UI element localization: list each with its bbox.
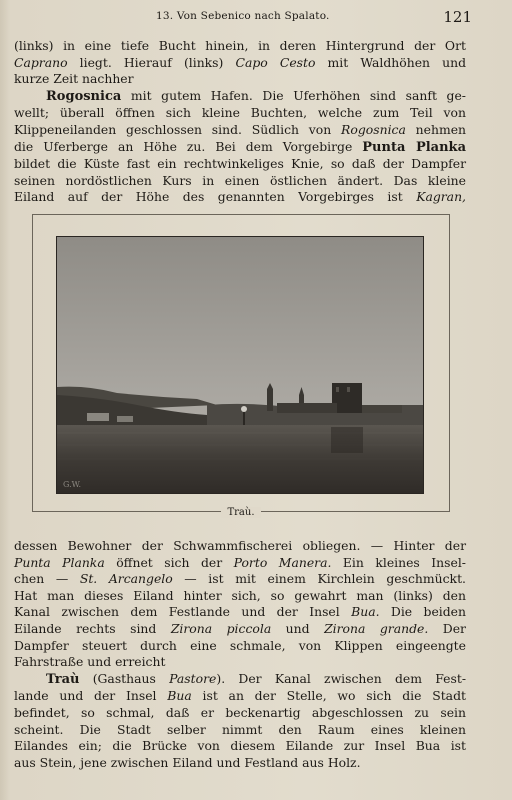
text-line xyxy=(14,88,466,106)
place-name: Pastore xyxy=(169,670,217,686)
text-line xyxy=(14,604,466,621)
text-run: Eiland auf der Höhe des genannten Vorgebirges ist xyxy=(14,189,417,205)
text-line xyxy=(14,139,466,157)
text-run: mit gutem Hafen. Die Uferhöhen sind sanft ge- xyxy=(121,87,466,103)
place-name: Bua xyxy=(167,688,192,704)
place-name: St. Arcangelo xyxy=(79,571,173,587)
page-number: 121 xyxy=(443,8,472,26)
photo-trau xyxy=(56,236,424,494)
text-line xyxy=(14,555,466,572)
text-run: die Uferberge an Höhe zu. Bei dem Vorgebirge xyxy=(14,138,363,154)
text-line xyxy=(14,688,466,705)
text-run: chen — xyxy=(14,571,80,587)
text-line xyxy=(14,621,466,638)
text-line: befindet, so schmal, daß er beckenartig abgeschlossen zu sein xyxy=(14,704,466,720)
text-line: kurze Zeit nachher xyxy=(14,71,134,87)
place-name: Zirona grande. xyxy=(324,620,429,636)
text-run: Eilande rechts sind xyxy=(14,620,171,636)
harbor-illustration xyxy=(57,237,424,494)
text-line xyxy=(14,55,466,72)
text-run: (Gasthaus xyxy=(79,670,170,686)
place-heading: Rogosnica xyxy=(46,88,122,104)
place-name: Punta Planka xyxy=(14,554,105,570)
text-line: wellt; überall öffnen sich kleine Buchten, welche zum Teil von xyxy=(14,105,466,121)
text-run: Ein kleines Insel- xyxy=(331,554,466,570)
text-block-top xyxy=(14,38,466,206)
place-name: Porto Manera. xyxy=(233,554,332,570)
text-run: öffnet sich der xyxy=(104,554,234,570)
engraver-signature: G.W. xyxy=(63,480,82,489)
text-run: liegt. Hierauf (links) xyxy=(67,54,236,70)
text-line xyxy=(14,189,466,206)
text-line xyxy=(14,122,466,139)
chapter-title: 13. Von Sebenico nach Spalato. xyxy=(156,10,330,22)
running-header xyxy=(28,8,472,24)
text-run: Kanal zwischen dem Festlande und der Insel xyxy=(14,604,352,620)
text-run: — ist mit einem Kirchlein geschmückt. xyxy=(172,571,466,587)
text-line: Hat man dieses Eiland hinter sich, so gewahrt man (links) den xyxy=(14,587,466,603)
text-line: scheint. Die Stadt selber nimmt den Raum eines kleinen xyxy=(14,721,466,737)
text-line: Eilandes ein; die Brücke von diesem Eilande zur Insel Bua ist xyxy=(14,738,466,754)
place-name: Capo Cesto xyxy=(235,54,316,70)
text-line: dessen Bewohner der Schwammfischerei obliegen. — Hinter der xyxy=(14,538,466,553)
place-name: Caprano xyxy=(14,54,68,70)
text-line: bildet die Küste fast ein rechtwinkeliges Knie, so daß der Dampfer xyxy=(14,156,466,172)
text-line: Dampfer steuert durch eine schmale, von Klippen eingeengte xyxy=(14,637,466,653)
text-run: nehmen xyxy=(405,121,467,137)
text-run: ). Der Kanal zwischen dem Fest- xyxy=(216,670,467,686)
place-name: Zirona piccola xyxy=(170,620,272,636)
text-run: Die beiden xyxy=(379,604,466,620)
place-name: Kagran, xyxy=(416,189,466,205)
place-heading: Punta Planka xyxy=(362,139,466,155)
figure-caption xyxy=(32,507,450,518)
text-run: Klippeneilanden geschlossen sind. Südlich von xyxy=(14,121,342,137)
text-run: ist an der Stelle, wo sich die Stadt xyxy=(191,688,466,704)
text-block-bottom xyxy=(14,538,466,771)
text-line: (links) in eine tiefe Bucht hinein, in deren Hintergrund der Ort xyxy=(14,38,466,53)
place-heading: Traù xyxy=(46,671,80,687)
text-line xyxy=(14,671,466,689)
place-name: Rogosnica xyxy=(341,121,406,137)
text-line: Fahrstraße und erreicht xyxy=(14,654,166,670)
text-line xyxy=(14,571,466,588)
text-run: lande und der Insel xyxy=(14,688,168,704)
text-run: und xyxy=(271,620,325,636)
text-line: aus Stein, jene zwischen Eiland und Festland aus Holz. xyxy=(14,754,361,770)
text-run: Der xyxy=(428,620,466,636)
place-name: Bua. xyxy=(351,604,380,620)
text-run: mit Waldhöhen und xyxy=(315,54,466,70)
text-line: seinen nordöstlichen Kurs in einen östlichen ändert. Das kleine xyxy=(14,172,466,188)
caption-text: Traù. xyxy=(221,507,260,518)
